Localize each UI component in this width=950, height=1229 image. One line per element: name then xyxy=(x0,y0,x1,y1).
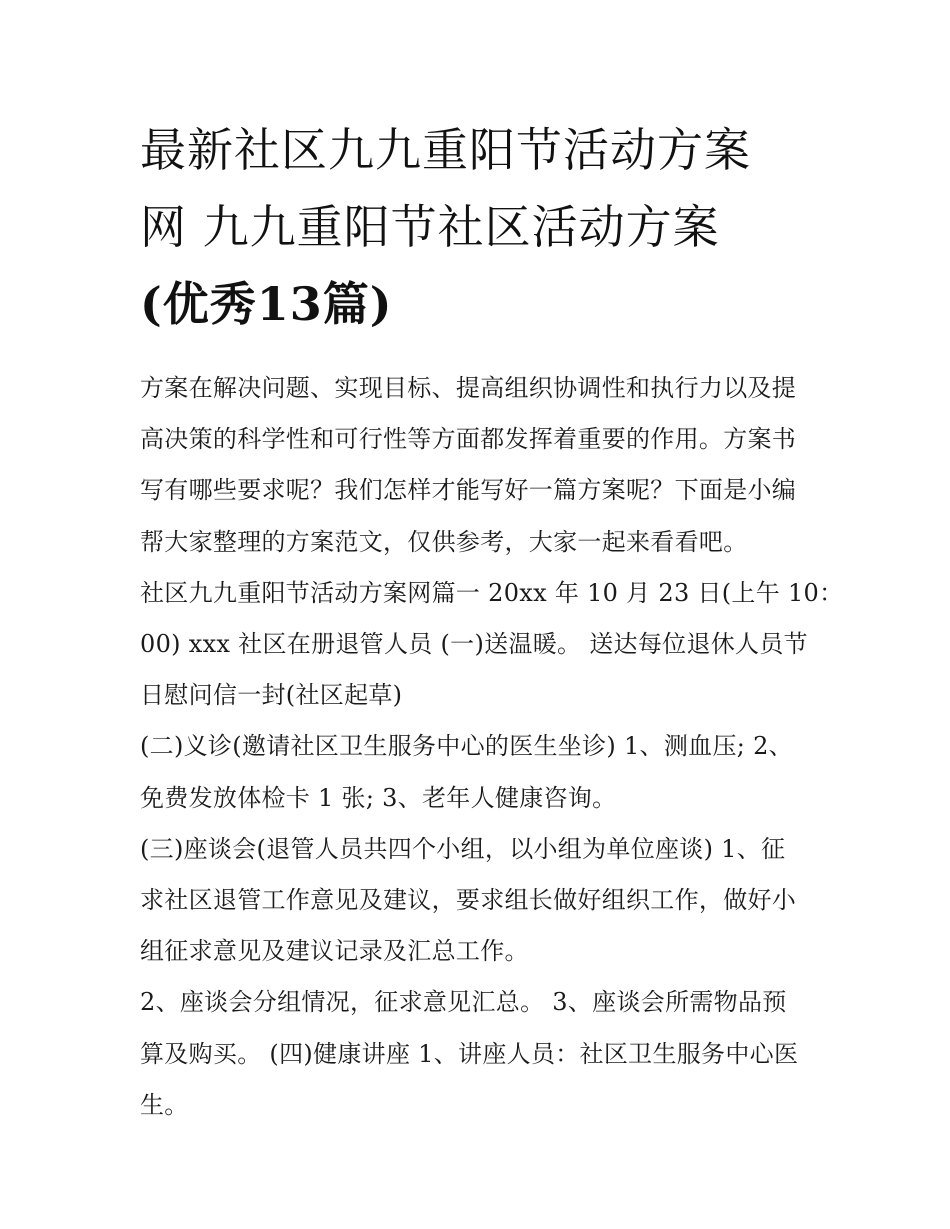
text-line: (三)座谈会(退管人员共四个小组，以小组为单位座谈) 1、征 xyxy=(140,834,786,863)
text-line: 免费发放体检卡 1 张; 3、老年人健康咨询。 xyxy=(140,783,617,812)
document-title xyxy=(140,112,816,343)
title-line: 网 九九重阳节社区活动方案 xyxy=(140,200,720,254)
document-body xyxy=(140,363,844,1131)
text-line: 算及购买。 (四)健康讲座 1、讲座人员：社区卫生服务中心医 xyxy=(140,1039,799,1068)
text-line: 组征求意见及建议记录及汇总工作。 xyxy=(140,937,529,966)
text-line: 写有哪些要求呢？我们怎样才能写好一篇方案呢？下面是小编 xyxy=(140,476,797,505)
text-line: 社区九九重阳节活动方案网篇一 20xx 年 10 月 23 日(上午 10： xyxy=(140,578,844,607)
text-line: 求社区退管工作意见及建议，要求组长做好组织工作，做好小 xyxy=(140,886,797,915)
text-line: (二)义诊(邀请社区卫生服务中心的医生坐诊) 1、测血压; 2、 xyxy=(140,732,793,761)
text-line: 帮大家整理的方案范文，仅供参考，大家一起来看看吧。 xyxy=(140,527,748,556)
section-one-paragraph xyxy=(140,568,844,722)
text-line: 高决策的科学性和可行性等方面都发挥着重要的作用。方案书 xyxy=(140,425,797,454)
text-line: 2、座谈会分组情况，征求意见汇总。 3、座谈会所需物品预 xyxy=(140,988,787,1017)
clinic-paragraph xyxy=(140,721,816,823)
text-line: 生。 xyxy=(140,1090,189,1119)
text-line: 方案在解决问题、实现目标、提高组织协调性和执行力以及提 xyxy=(140,374,797,402)
grouping-paragraph xyxy=(140,977,816,1131)
title-line: 最新社区九九重阳节活动方案 xyxy=(140,123,751,177)
intro-paragraph xyxy=(140,363,816,568)
forum-paragraph xyxy=(140,824,816,978)
document-content xyxy=(140,112,844,1131)
text-line: 00) xxx 社区在册退管人员 (一)送温暖。 送达每位退休人员节 xyxy=(140,630,808,659)
title-line: (优秀13篇) xyxy=(140,277,393,331)
text-line: 日慰问信一封(社区起草) xyxy=(140,681,403,710)
